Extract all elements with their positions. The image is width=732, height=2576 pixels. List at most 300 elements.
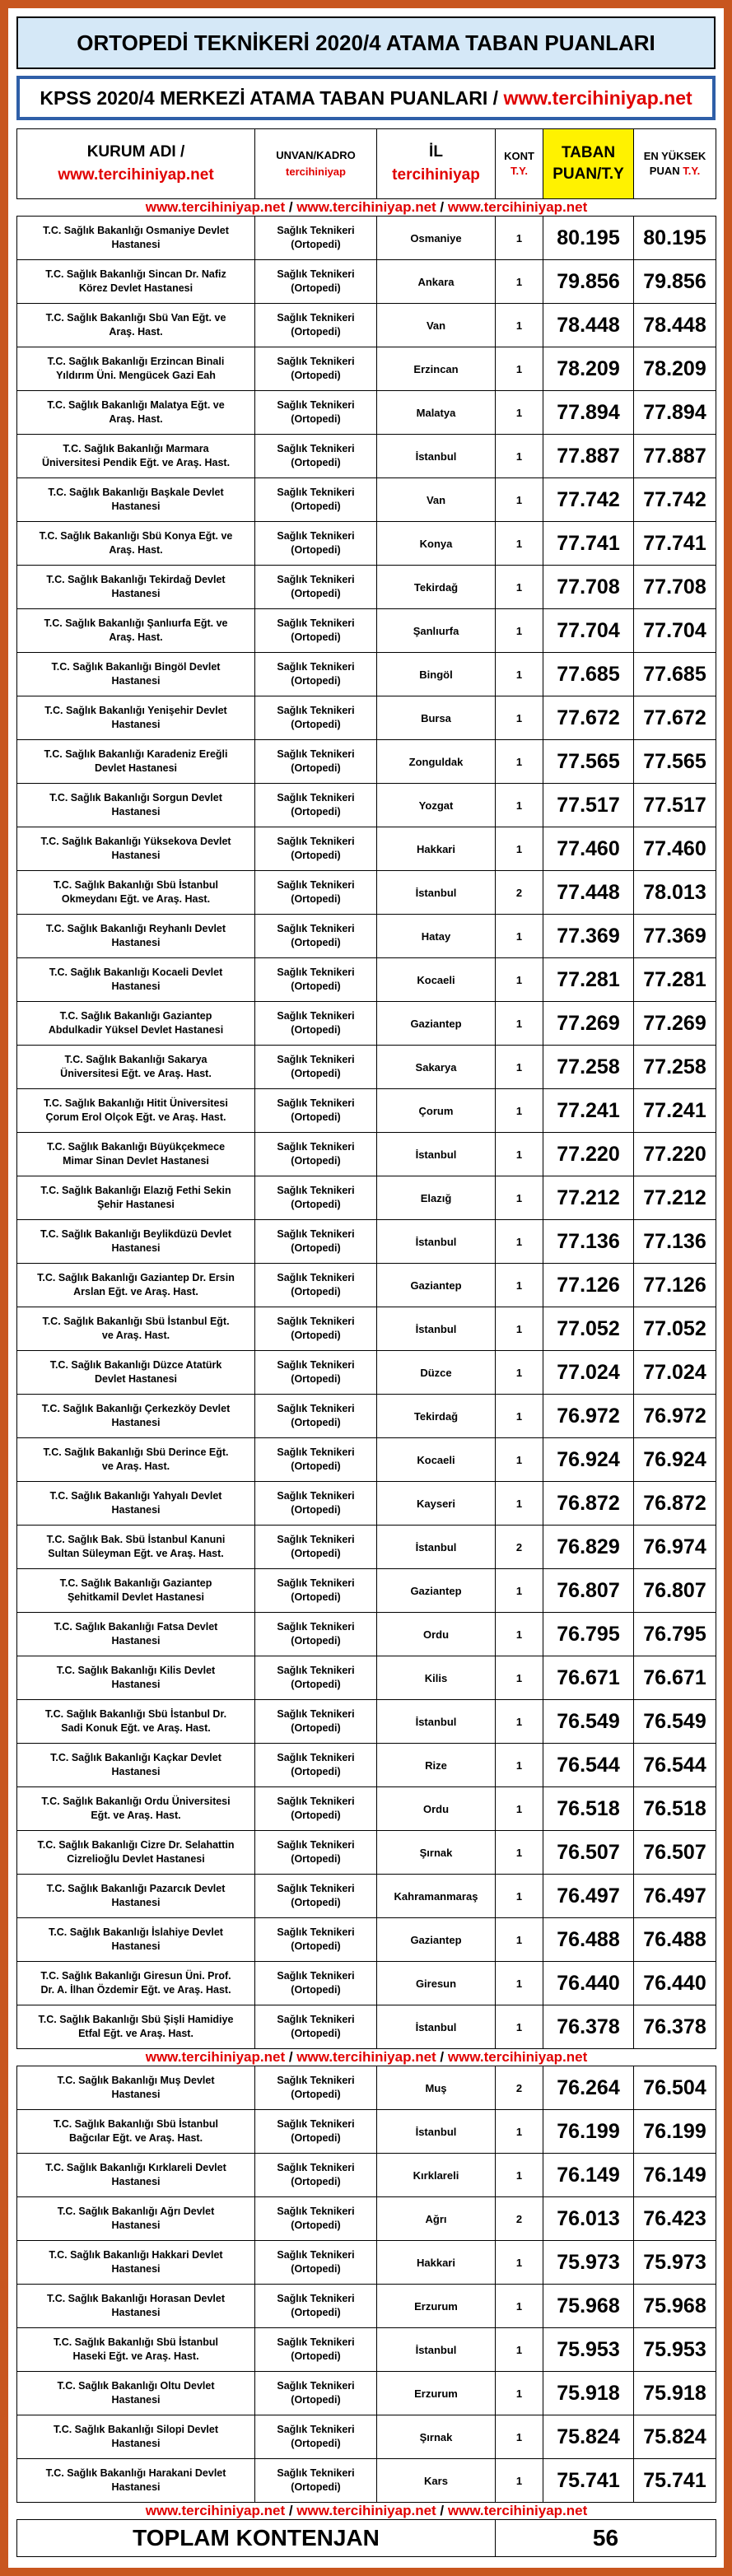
cell-enyuksek: 77.269 [634, 1002, 716, 1046]
cell-enyuksek: 77.517 [634, 784, 716, 827]
cell-il: Kars [377, 2459, 496, 2503]
cell-enyuksek: 76.795 [634, 1613, 716, 1656]
header-enyuksek-sub2: T.Y. [683, 165, 701, 177]
cell-kont: 1 [496, 1831, 543, 1875]
cell-il: Şırnak [377, 1831, 496, 1875]
cell-unvan: Sağlık Teknikeri (Ortopedi) [255, 478, 377, 522]
cell-kont: 1 [496, 2110, 543, 2154]
cell-taban: 75.741 [543, 2459, 634, 2503]
table-row [17, 260, 716, 304]
table-row [17, 2110, 716, 2154]
cell-taban: 77.241 [543, 1089, 634, 1133]
site-link[interactable]: www.tercihiniyap.net [447, 199, 588, 215]
cell-taban: 76.264 [543, 2066, 634, 2110]
table-row [17, 347, 716, 391]
table-row [17, 1002, 716, 1046]
cell-il: Muş [377, 2066, 496, 2110]
cell-taban: 77.220 [543, 1133, 634, 1176]
cell-taban: 77.269 [543, 1002, 634, 1046]
cell-kont: 2 [496, 1526, 543, 1569]
site-link[interactable]: www.tercihiniyap.net [145, 2049, 286, 2065]
cell-enyuksek: 77.708 [634, 566, 716, 609]
cell-enyuksek: 76.807 [634, 1569, 716, 1613]
cell-unvan: Sağlık Teknikeri (Ortopedi) [255, 1787, 377, 1831]
header-il-site: tercihiniyap [392, 166, 480, 184]
table-row [17, 653, 716, 696]
cell-kurum: T.C. Sağlık Bakanlığı Karadeniz Ereğli Devlet Hastanesi [17, 740, 255, 784]
table-row [17, 784, 716, 827]
table-row [17, 2372, 716, 2415]
cell-enyuksek: 77.024 [634, 1351, 716, 1395]
cell-unvan: Sağlık Teknikeri (Ortopedi) [255, 1176, 377, 1220]
cell-enyuksek: 76.924 [634, 1438, 716, 1482]
cell-enyuksek: 76.974 [634, 1526, 716, 1569]
cell-enyuksek: 77.369 [634, 915, 716, 958]
cell-enyuksek: 75.968 [634, 2285, 716, 2328]
cell-il: Yozgat [377, 784, 496, 827]
cell-il: İstanbul [377, 1133, 496, 1176]
header-unvan-label: UNVAN/KADRO [276, 149, 356, 161]
cell-enyuksek: 79.856 [634, 260, 716, 304]
cell-kurum: T.C. Sağlık Bakanlığı Sbü İstanbul Haseki Eğt. ve Araş. Hast. [17, 2328, 255, 2372]
cell-enyuksek: 75.918 [634, 2372, 716, 2415]
cell-kont: 1 [496, 784, 543, 827]
placement-table [16, 128, 716, 2557]
site-link[interactable]: www.tercihiniyap.net [145, 199, 286, 215]
cell-enyuksek: 77.220 [634, 1133, 716, 1176]
cell-unvan: Sağlık Teknikeri (Ortopedi) [255, 871, 377, 915]
cell-unvan: Sağlık Teknikeri (Ortopedi) [255, 696, 377, 740]
cell-kurum: T.C. Sağlık Bakanlığı Elazığ Fethi Sekin Şehir Hastanesi [17, 1176, 255, 1220]
cell-kont: 1 [496, 653, 543, 696]
cell-unvan: Sağlık Teknikeri (Ortopedi) [255, 609, 377, 653]
cell-taban: 77.741 [543, 522, 634, 566]
cell-enyuksek: 76.507 [634, 1831, 716, 1875]
cell-enyuksek: 78.209 [634, 347, 716, 391]
table-row [17, 1875, 716, 1918]
table-row [17, 2285, 716, 2328]
table-row [17, 1744, 716, 1787]
cell-kurum: T.C. Sağlık Bakanlığı Kocaeli Devlet Hastanesi [17, 958, 255, 1002]
cell-il: Rize [377, 1744, 496, 1787]
cell-kurum: T.C. Sağlık Bakanlığı Kaçkar Devlet Hastanesi [17, 1744, 255, 1787]
cell-unvan: Sağlık Teknikeri (Ortopedi) [255, 260, 377, 304]
cell-taban: 78.448 [543, 304, 634, 347]
cell-il: Ankara [377, 260, 496, 304]
header-taban-sub: PUAN/T.Y [552, 165, 624, 183]
cell-unvan: Sağlık Teknikeri (Ortopedi) [255, 827, 377, 871]
cell-kurum: T.C. Sağlık Bakanlığı Başkale Devlet Hastanesi [17, 478, 255, 522]
table-row [17, 915, 716, 958]
cell-taban: 77.742 [543, 478, 634, 522]
cell-taban: 76.544 [543, 1744, 634, 1787]
cell-kont: 1 [496, 1918, 543, 1962]
cell-unvan: Sağlık Teknikeri (Ortopedi) [255, 2459, 377, 2503]
page-subtitle [16, 76, 716, 120]
cell-il: Erzurum [377, 2372, 496, 2415]
cell-enyuksek: 77.742 [634, 478, 716, 522]
table-row [17, 304, 716, 347]
site-link[interactable]: www.tercihiniyap.net [296, 2049, 436, 2065]
cell-taban: 78.209 [543, 347, 634, 391]
table-row [17, 217, 716, 260]
cell-taban: 77.704 [543, 609, 634, 653]
site-link[interactable]: www.tercihiniyap.net [447, 2049, 588, 2065]
cell-unvan: Sağlık Teknikeri (Ortopedi) [255, 391, 377, 435]
cell-unvan: Sağlık Teknikeri (Ortopedi) [255, 2285, 377, 2328]
cell-enyuksek: 77.894 [634, 391, 716, 435]
cell-enyuksek: 76.671 [634, 1656, 716, 1700]
cell-kurum: T.C. Sağlık Bakanlığı Harakani Devlet Hastanesi [17, 2459, 255, 2503]
cell-kurum: T.C. Sağlık Bakanlığı Silopi Devlet Hastanesi [17, 2415, 255, 2459]
cell-kurum: T.C. Sağlık Bakanlığı Ağrı Devlet Hastanesi [17, 2197, 255, 2241]
cell-kurum: T.C. Sağlık Bakanlığı Oltu Devlet Hastanesi [17, 2372, 255, 2415]
cell-enyuksek: 76.440 [634, 1962, 716, 2005]
site-separator: / [436, 2049, 448, 2065]
cell-unvan: Sağlık Teknikeri (Ortopedi) [255, 2005, 377, 2049]
cell-kont: 1 [496, 740, 543, 784]
cell-kont: 1 [496, 1176, 543, 1220]
cell-unvan: Sağlık Teknikeri (Ortopedi) [255, 1656, 377, 1700]
site-separator: / [436, 199, 448, 215]
cell-kurum: T.C. Sağlık Bakanlığı Hitit Üniversitesi Çorum Erol Olçok Eğt. ve Araş. Hast. [17, 1089, 255, 1133]
cell-unvan: Sağlık Teknikeri (Ortopedi) [255, 958, 377, 1002]
cell-enyuksek: 75.973 [634, 2241, 716, 2285]
cell-unvan: Sağlık Teknikeri (Ortopedi) [255, 1002, 377, 1046]
cell-enyuksek: 75.953 [634, 2328, 716, 2372]
cell-kurum: T.C. Sağlık Bakanlığı Malatya Eğt. ve Araş. Hast. [17, 391, 255, 435]
cell-il: Van [377, 478, 496, 522]
cell-taban: 76.199 [543, 2110, 634, 2154]
cell-kurum: T.C. Sağlık Bakanlığı Muş Devlet Hastanesi [17, 2066, 255, 2110]
cell-enyuksek: 76.423 [634, 2197, 716, 2241]
cell-taban: 77.460 [543, 827, 634, 871]
cell-unvan: Sağlık Teknikeri (Ortopedi) [255, 1700, 377, 1744]
cell-kurum: T.C. Sağlık Bakanlığı Fatsa Devlet Hastanesi [17, 1613, 255, 1656]
cell-kont: 1 [496, 1002, 543, 1046]
cell-taban: 75.824 [543, 2415, 634, 2459]
table-header-row [17, 129, 716, 199]
cell-enyuksek: 77.281 [634, 958, 716, 1002]
cell-kurum: T.C. Sağlık Bakanlığı Tekirdağ Devlet Hastanesi [17, 566, 255, 609]
site-link[interactable]: www.tercihiniyap.net [145, 2503, 286, 2518]
cell-taban: 76.795 [543, 1613, 634, 1656]
table-row [17, 2066, 716, 2110]
cell-enyuksek: 77.741 [634, 522, 716, 566]
cell-taban: 79.856 [543, 260, 634, 304]
table-row [17, 1307, 716, 1351]
table-row [17, 1395, 716, 1438]
site-banner [17, 199, 716, 217]
cell-taban: 76.549 [543, 1700, 634, 1744]
cell-unvan: Sağlık Teknikeri (Ortopedi) [255, 1482, 377, 1526]
cell-kont: 1 [496, 478, 543, 522]
cell-il: Kırklareli [377, 2154, 496, 2197]
cell-unvan: Sağlık Teknikeri (Ortopedi) [255, 1569, 377, 1613]
table-row [17, 1918, 716, 1962]
cell-unvan: Sağlık Teknikeri (Ortopedi) [255, 1264, 377, 1307]
table-row [17, 958, 716, 1002]
cell-kont: 1 [496, 1264, 543, 1307]
site-link[interactable]: www.tercihiniyap.net [296, 2503, 436, 2518]
cell-taban: 77.708 [543, 566, 634, 609]
total-value: 56 [496, 2520, 716, 2557]
table-row [17, 1438, 716, 1482]
cell-kont: 2 [496, 2066, 543, 2110]
cell-il: Şanlıurfa [377, 609, 496, 653]
cell-kurum: T.C. Sağlık Bakanlığı Çerkezköy Devlet Hastanesi [17, 1395, 255, 1438]
cell-il: Hatay [377, 915, 496, 958]
table-row [17, 478, 716, 522]
cell-kont: 1 [496, 1089, 543, 1133]
subtitle-text: KPSS 2020/4 MERKEZİ ATAMA TABAN PUANLARI / [40, 86, 499, 109]
table-row [17, 1569, 716, 1613]
cell-il: Konya [377, 522, 496, 566]
cell-il: Kayseri [377, 1482, 496, 1526]
cell-kurum: T.C. Sağlık Bakanlığı Horasan Devlet Hastanesi [17, 2285, 255, 2328]
table-row [17, 1046, 716, 1089]
cell-unvan: Sağlık Teknikeri (Ortopedi) [255, 566, 377, 609]
cell-kont: 1 [496, 1744, 543, 1787]
cell-taban: 77.894 [543, 391, 634, 435]
header-kurum-label: KURUM ADI / [86, 143, 185, 161]
cell-unvan: Sağlık Teknikeri (Ortopedi) [255, 1613, 377, 1656]
header-enyuksek-sub1: PUAN [649, 165, 680, 177]
cell-kont: 1 [496, 2285, 543, 2328]
cell-il: Hakkari [377, 827, 496, 871]
cell-taban: 77.212 [543, 1176, 634, 1220]
cell-kurum: T.C. Sağlık Bakanlığı Reyhanlı Devlet Hastanesi [17, 915, 255, 958]
cell-il: Bursa [377, 696, 496, 740]
cell-enyuksek: 76.497 [634, 1875, 716, 1918]
cell-enyuksek: 80.195 [634, 217, 716, 260]
cell-unvan: Sağlık Teknikeri (Ortopedi) [255, 1307, 377, 1351]
table-row [17, 1613, 716, 1656]
site-banner-row [17, 2503, 716, 2520]
cell-unvan: Sağlık Teknikeri (Ortopedi) [255, 1046, 377, 1089]
cell-unvan: Sağlık Teknikeri (Ortopedi) [255, 1438, 377, 1482]
cell-enyuksek: 78.013 [634, 871, 716, 915]
site-separator: / [436, 2503, 448, 2518]
cell-unvan: Sağlık Teknikeri (Ortopedi) [255, 435, 377, 478]
cell-enyuksek: 77.565 [634, 740, 716, 784]
table-row [17, 2415, 716, 2459]
cell-kurum: T.C. Sağlık Bakanlığı Ordu Üniversitesi Eğt. ve Araş. Hast. [17, 1787, 255, 1831]
cell-kont: 1 [496, 1569, 543, 1613]
site-separator: / [285, 2503, 297, 2518]
cell-unvan: Sağlık Teknikeri (Ortopedi) [255, 1526, 377, 1569]
cell-kont: 1 [496, 391, 543, 435]
cell-enyuksek: 77.672 [634, 696, 716, 740]
cell-kont: 1 [496, 522, 543, 566]
cell-enyuksek: 76.544 [634, 1744, 716, 1787]
cell-il: İstanbul [377, 871, 496, 915]
cell-kurum: T.C. Sağlık Bakanlığı Hakkari Devlet Hastanesi [17, 2241, 255, 2285]
cell-il: İstanbul [377, 1307, 496, 1351]
cell-taban: 76.972 [543, 1395, 634, 1438]
cell-il: Erzincan [377, 347, 496, 391]
table-row [17, 2328, 716, 2372]
cell-unvan: Sağlık Teknikeri (Ortopedi) [255, 2241, 377, 2285]
table-row [17, 1220, 716, 1264]
cell-unvan: Sağlık Teknikeri (Ortopedi) [255, 1089, 377, 1133]
cell-unvan: Sağlık Teknikeri (Ortopedi) [255, 1918, 377, 1962]
table-row [17, 696, 716, 740]
cell-taban: 77.565 [543, 740, 634, 784]
cell-kurum: T.C. Sağlık Bak. Sbü İstanbul Kanuni Sultan Süleyman Eğt. ve Araş. Hast. [17, 1526, 255, 1569]
cell-il: Kocaeli [377, 1438, 496, 1482]
cell-unvan: Sağlık Teknikeri (Ortopedi) [255, 2372, 377, 2415]
cell-kurum: T.C. Sağlık Bakanlığı Sbü Şişli Hamidiye Etfal Eğt. ve Araş. Hast. [17, 2005, 255, 2049]
cell-enyuksek: 77.212 [634, 1176, 716, 1220]
site-separator: / [285, 199, 297, 215]
cell-taban: 76.829 [543, 1526, 634, 1569]
cell-il: Zonguldak [377, 740, 496, 784]
table-row [17, 609, 716, 653]
cell-kont: 1 [496, 1438, 543, 1482]
cell-kurum: T.C. Sağlık Bakanlığı Kilis Devlet Hastanesi [17, 1656, 255, 1700]
cell-enyuksek: 75.741 [634, 2459, 716, 2503]
cell-il: Gaziantep [377, 1264, 496, 1307]
cell-kont: 1 [496, 1395, 543, 1438]
site-banner-row [17, 199, 716, 217]
cell-taban: 75.918 [543, 2372, 634, 2415]
cell-il: Ordu [377, 1787, 496, 1831]
cell-unvan: Sağlık Teknikeri (Ortopedi) [255, 2066, 377, 2110]
site-link[interactable]: www.tercihiniyap.net [296, 199, 436, 215]
cell-kont: 1 [496, 304, 543, 347]
cell-kont: 1 [496, 1613, 543, 1656]
cell-il: Kilis [377, 1656, 496, 1700]
cell-taban: 76.924 [543, 1438, 634, 1482]
cell-taban: 77.369 [543, 915, 634, 958]
cell-unvan: Sağlık Teknikeri (Ortopedi) [255, 1831, 377, 1875]
cell-kont: 1 [496, 1133, 543, 1176]
cell-il: Erzurum [377, 2285, 496, 2328]
cell-kurum: T.C. Sağlık Bakanlığı Yahyalı Devlet Hastanesi [17, 1482, 255, 1526]
cell-unvan: Sağlık Teknikeri (Ortopedi) [255, 2197, 377, 2241]
cell-kont: 2 [496, 871, 543, 915]
cell-taban: 75.973 [543, 2241, 634, 2285]
header-kurum-site[interactable]: www.tercihiniyap.net [58, 166, 214, 184]
cell-kurum: T.C. Sağlık Bakanlığı Sakarya Üniversitesi Eğt. ve Araş. Hast. [17, 1046, 255, 1089]
cell-unvan: Sağlık Teknikeri (Ortopedi) [255, 217, 377, 260]
cell-unvan: Sağlık Teknikeri (Ortopedi) [255, 1744, 377, 1787]
cell-kurum: T.C. Sağlık Bakanlığı Sbü İstanbul Bağcılar Eğt. ve Araş. Hast. [17, 2110, 255, 2154]
cell-enyuksek: 76.378 [634, 2005, 716, 2049]
cell-il: Tekirdağ [377, 566, 496, 609]
table-row [17, 2459, 716, 2503]
cell-enyuksek: 76.504 [634, 2066, 716, 2110]
cell-kurum: T.C. Sağlık Bakanlığı Sincan Dr. Nafiz Körez Devlet Hastanesi [17, 260, 255, 304]
cell-unvan: Sağlık Teknikeri (Ortopedi) [255, 1875, 377, 1918]
cell-kurum: T.C. Sağlık Bakanlığı Şanlıurfa Eğt. ve Araş. Hast. [17, 609, 255, 653]
subtitle-site-link[interactable]: www.tercihiniyap.net [503, 86, 692, 109]
cell-il: İstanbul [377, 2005, 496, 2049]
cell-il: Osmaniye [377, 217, 496, 260]
total-row [17, 2520, 716, 2557]
cell-kurum: T.C. Sağlık Bakanlığı Sbü İstanbul Dr. Sadi Konuk Eğt. ve Araş. Hast. [17, 1700, 255, 1744]
cell-taban: 77.281 [543, 958, 634, 1002]
cell-enyuksek: 77.241 [634, 1089, 716, 1133]
cell-taban: 76.671 [543, 1656, 634, 1700]
cell-taban: 76.378 [543, 2005, 634, 2049]
cell-kont: 1 [496, 1787, 543, 1831]
cell-kont: 1 [496, 2005, 543, 2049]
cell-kurum: T.C. Sağlık Bakanlığı Gaziantep Abdulkadir Yüksel Devlet Hastanesi [17, 1002, 255, 1046]
cell-unvan: Sağlık Teknikeri (Ortopedi) [255, 522, 377, 566]
cell-unvan: Sağlık Teknikeri (Ortopedi) [255, 784, 377, 827]
cell-kont: 1 [496, 1482, 543, 1526]
cell-enyuksek: 77.052 [634, 1307, 716, 1351]
total-label: TOPLAM KONTENJAN [17, 2520, 496, 2557]
cell-taban: 76.507 [543, 1831, 634, 1875]
table-row [17, 1526, 716, 1569]
cell-enyuksek: 76.199 [634, 2110, 716, 2154]
cell-il: Şırnak [377, 2415, 496, 2459]
cell-enyuksek: 76.872 [634, 1482, 716, 1526]
cell-kont: 2 [496, 2197, 543, 2241]
cell-il: Van [377, 304, 496, 347]
cell-enyuksek: 76.518 [634, 1787, 716, 1831]
cell-kont: 1 [496, 2459, 543, 2503]
cell-taban: 76.149 [543, 2154, 634, 2197]
cell-kont: 1 [496, 696, 543, 740]
cell-kurum: T.C. Sağlık Bakanlığı İslahiye Devlet Hastanesi [17, 1918, 255, 1962]
cell-unvan: Sağlık Teknikeri (Ortopedi) [255, 2328, 377, 2372]
cell-taban: 76.488 [543, 1918, 634, 1962]
cell-taban: 76.518 [543, 1787, 634, 1831]
header-unvan [255, 129, 377, 199]
cell-enyuksek: 77.704 [634, 609, 716, 653]
cell-taban: 77.672 [543, 696, 634, 740]
cell-enyuksek: 77.685 [634, 653, 716, 696]
cell-taban: 77.126 [543, 1264, 634, 1307]
table-row [17, 740, 716, 784]
cell-kont: 1 [496, 2154, 543, 2197]
table-row [17, 1133, 716, 1176]
table-row [17, 2005, 716, 2049]
cell-unvan: Sağlık Teknikeri (Ortopedi) [255, 1962, 377, 2005]
table-row [17, 2154, 716, 2197]
cell-il: Gaziantep [377, 1002, 496, 1046]
site-banner [17, 2049, 716, 2066]
cell-kurum: T.C. Sağlık Bakanlığı Yenişehir Devlet Hastanesi [17, 696, 255, 740]
header-il [377, 129, 496, 199]
cell-unvan: Sağlık Teknikeri (Ortopedi) [255, 2110, 377, 2154]
cell-kurum: T.C. Sağlık Bakanlığı Gaziantep Şehitkamil Devlet Hastanesi [17, 1569, 255, 1613]
cell-taban: 80.195 [543, 217, 634, 260]
table-row [17, 827, 716, 871]
cell-kont: 1 [496, 1700, 543, 1744]
cell-enyuksek: 78.448 [634, 304, 716, 347]
cell-kurum: T.C. Sağlık Bakanlığı Kırklareli Devlet Hastanesi [17, 2154, 255, 2197]
table-row [17, 1089, 716, 1133]
cell-kurum: T.C. Sağlık Bakanlığı Sbü Konya Eğt. ve Araş. Hast. [17, 522, 255, 566]
cell-enyuksek: 77.460 [634, 827, 716, 871]
cell-taban: 77.052 [543, 1307, 634, 1351]
table-row [17, 871, 716, 915]
cell-kont: 1 [496, 260, 543, 304]
header-kurum [17, 129, 255, 199]
cell-il: Ağrı [377, 2197, 496, 2241]
cell-kont: 1 [496, 1046, 543, 1089]
cell-il: Giresun [377, 1962, 496, 2005]
cell-kurum: T.C. Sağlık Bakanlığı Sorgun Devlet Hastanesi [17, 784, 255, 827]
cell-il: Kocaeli [377, 958, 496, 1002]
header-kont-sub: T.Y. [511, 165, 528, 177]
site-link[interactable]: www.tercihiniyap.net [447, 2503, 588, 2518]
